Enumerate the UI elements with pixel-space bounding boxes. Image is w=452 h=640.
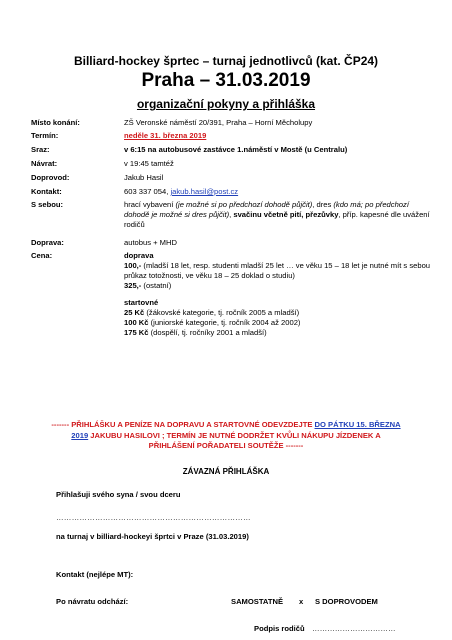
- kontakt-field-label: Kontakt (nejlépe MT):: [56, 570, 134, 579]
- fee-desc: (žákovské kategorie, tj. ročník 2005 a mladší): [144, 308, 300, 317]
- misto-value: ZŠ Veronské náměstí 20/391, Praha – Horní Měcholupy: [124, 118, 313, 127]
- fee-desc: (dospělí, tj. ročníky 2001 a mladší): [148, 328, 267, 337]
- sraz-label: Sraz:: [31, 145, 50, 154]
- sebou-text: , dres: [312, 200, 334, 209]
- sebou-text: ,: [229, 210, 234, 219]
- kontakt-email-link[interactable]: jakub.hasil@post.cz: [170, 187, 239, 196]
- doprava-value: autobus + MHD: [124, 238, 177, 247]
- sebou-label: S sebou:: [31, 200, 64, 209]
- cena-value: [124, 251, 434, 338]
- kontakt-phone: 603 337 054,: [124, 187, 171, 196]
- fee-desc: (juniorské kategorie, tj. ročník 2004 až 2002): [148, 318, 301, 327]
- doprava-label: Doprava:: [31, 238, 64, 247]
- fee-line: [124, 318, 434, 328]
- navrat-value: v 19:45 tamtéž: [124, 159, 174, 168]
- cena-doprava-heading: doprava: [124, 251, 154, 260]
- fee-line: [124, 308, 434, 318]
- notice-text: ------- PŘIHLÁŠKU A PENÍZE NA DOPRAVU A STARTOVNÉ ODEVZDEJTE: [51, 420, 315, 429]
- price-amount: 325,-: [124, 281, 142, 290]
- fee-line: [124, 328, 434, 338]
- fee-amount: 25 Kč: [124, 308, 145, 317]
- option-s-doprovodem[interactable]: S DOPROVODEM: [315, 597, 378, 606]
- document-title: Billiard-hockey šprtec – turnaj jednotlivců (kat. ČP24): [73, 54, 379, 68]
- form-line-child: Přihlašuji svého syna / svou dceru: [56, 490, 181, 499]
- sebou-note: (kdo má; po předchozí dohodě je možné si dres půjčit): [124, 200, 409, 219]
- cena-doprava-line: [124, 261, 434, 281]
- sebou-text: hrací vybavení: [124, 200, 176, 209]
- podpis-label: Podpis rodičů: [254, 624, 305, 633]
- fee-amount: 100 Kč: [124, 318, 149, 327]
- subtitle: organizační pokyny a přihláška: [136, 97, 316, 111]
- price-amount: 100,-: [124, 261, 142, 270]
- fee-amount: 175 Kč: [124, 328, 149, 337]
- price-desc: (ostatní): [141, 281, 172, 290]
- price-desc: (mladší 18 let, resp. studenti mladší 25 let … ve věku 15 – 18 let je nutné mít s sebou průkaz totožnosti, ve věku 18 – 25 doklad o studiu): [124, 261, 431, 280]
- doprovod-value: Jakub Hasil: [124, 173, 164, 182]
- cena-label: Cena:: [31, 251, 53, 260]
- termin-label: Termín:: [31, 131, 59, 140]
- cena-doprava-line2: [124, 281, 434, 291]
- deadline-notice: [50, 420, 402, 452]
- notice-text: JAKUBU HASILOVI ; TERMÍN JE NUTNÉ DODRŽET KVŮLI NÁKUPU JÍZDENEK A PŘIHLÁŠENÍ POŘADATELI SOUTĚŽE -------: [88, 430, 381, 450]
- option-separator: x: [299, 597, 304, 606]
- sraz-value: v 6:15 na autobusové zastávce 1.náměstí v Mostě (u Centralu): [124, 145, 348, 154]
- kontakt-value: [124, 187, 434, 197]
- sebou-emphasis: svačinu včetně pití, přezůvky: [233, 210, 339, 219]
- kontakt-label: Kontakt:: [31, 187, 62, 196]
- navrat-label: Návrat:: [31, 159, 58, 168]
- sebou-text: , příp. kapesné dle uvážení rodičů: [124, 210, 430, 229]
- misto-label: Místo konání:: [31, 118, 80, 127]
- sebou-value: [124, 200, 434, 230]
- podpis-field-dots[interactable]: ……………………………: [312, 624, 396, 633]
- doprovod-label: Doprovod:: [31, 173, 70, 182]
- cena-startovne-heading: startovné: [124, 298, 159, 307]
- sebou-note: (je možné si po předchozí dohodě půjčit): [175, 200, 313, 209]
- form-line-tournament: na turnaj v billiard-hockeyi šprtci v Praze (31.03.2019): [56, 532, 249, 541]
- form-title: ZÁVAZNÁ PŘIHLÁŠKA: [182, 467, 270, 476]
- notice-deadline: DO PÁTKU 15. BŘEZNA 2019: [71, 420, 401, 440]
- option-samostatne[interactable]: SAMOSTATNĚ: [231, 597, 284, 606]
- termin-value: neděle 31. března 2019: [124, 131, 207, 140]
- name-field-dots[interactable]: …………………………………………………………………: [56, 513, 251, 522]
- city-date-heading: Praha – 31.03.2019: [141, 70, 311, 91]
- navrat-field-label: Po návratu odchází:: [56, 597, 129, 606]
